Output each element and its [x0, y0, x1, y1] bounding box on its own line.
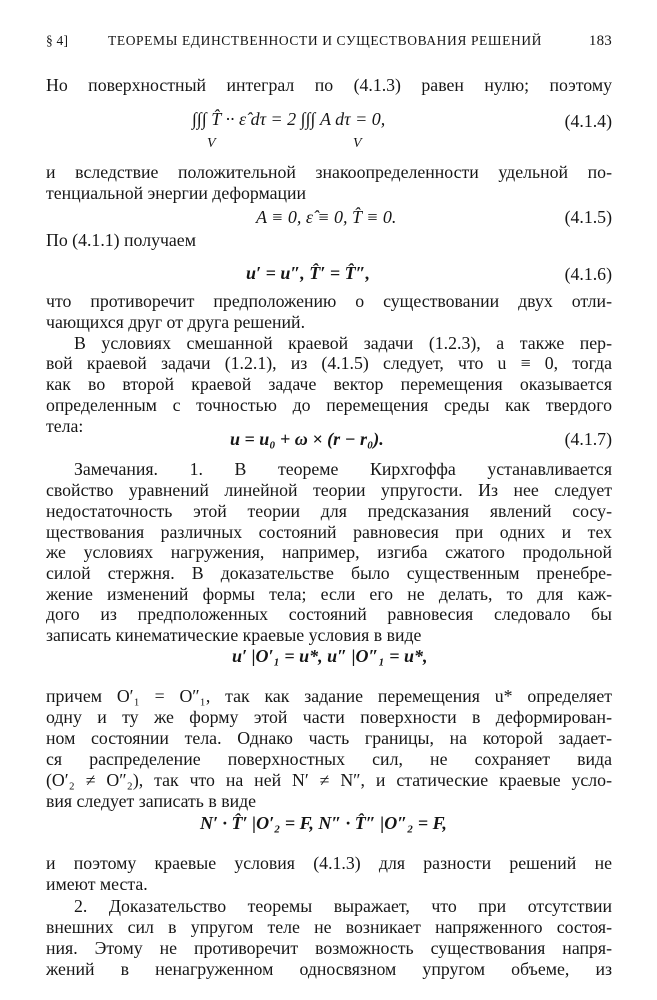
text-line: свойство уравнений линейной теории упругости. Из нее следует	[46, 480, 612, 500]
text-line: По (4.1.1) получаем	[46, 230, 196, 250]
running-title: ТЕОРЕМЫ ЕДИНСТВЕННОСТИ И СУЩЕСТВОВАНИЯ РЕШЕНИЙ	[108, 33, 543, 48]
page-number: 183	[588, 33, 612, 49]
kinematic-boundary-conditions: u′ |O′₁ = u*, u″ |O″₁ = u*,	[232, 646, 428, 666]
static-boundary-conditions: N′ · T̂′ |O′₂ = F, N″ · T̂″ |O″₂ = F,	[200, 813, 447, 833]
equation-number: (4.1.5)	[564, 207, 612, 227]
text-line: жений в ненагруженном односвязном упругом объеме, из	[46, 959, 612, 979]
text-line: силой стержня. В доказательстве было существенным пренебре-	[46, 563, 612, 583]
text-line: определенным с точностью до перемещения среды как твердого	[46, 395, 612, 415]
text-line: же условиях нагружения, например, изгиба сжатого продольной	[46, 542, 612, 562]
text-line: записать кинематические краевые условия в виде	[46, 625, 422, 645]
text-line: что противоречит предположению о существовании двух отли-	[46, 291, 612, 311]
text-line: (O′₂ ≠ O″₂), так что на ней N′ ≠ N″, и статические краевые усло-	[46, 770, 612, 790]
text-line: Но поверхностный интеграл по (4.1.3) равен нулю; поэтому	[46, 75, 612, 95]
text-line: чающихся друг от друга решений.	[46, 312, 306, 332]
text-line: жение изменений формы тела; если его не делать, то для каж-	[46, 584, 612, 604]
text-line: 2. Доказательство теоремы выражает, что при отсутствии	[74, 896, 612, 916]
equation-body: ∫∫∫ T̂ ·· ε̂ dτ = 2 ∫∫∫ A dτ = 0,	[192, 109, 386, 129]
text-line: имеют места.	[46, 874, 148, 894]
section-number: § 4]	[46, 33, 69, 48]
text-line: вия следует записать в виде	[46, 791, 257, 811]
text-line: и вследствие положительной знакоопределенности удельной по-	[46, 162, 612, 182]
text-line: тела:	[46, 416, 84, 436]
text-line: ния. Этому не противоречит возможность существования напря-	[46, 938, 612, 958]
equation-4-1-5: A ≡ 0, ε̂ ≡ 0, T̂ ≡ 0.	[256, 207, 397, 227]
integration-domain: V	[353, 136, 362, 151]
equation-number: (4.1.7)	[564, 429, 612, 449]
equation-number: (4.1.6)	[564, 264, 612, 284]
text-line: Замечания. 1. В теореме Кирхгоффа устанавливается	[74, 459, 612, 479]
text-line: тенциальной энергии деформации	[46, 183, 307, 203]
text-line: вой краевой задачи (1.2.1), из (4.1.5) следует, что u ≡ 0, тогда	[46, 353, 612, 373]
text-line: и поэтому краевые условия (4.1.3) для разности решений не	[46, 853, 612, 873]
text-line: как во второй краевой задаче вектор перемещения оказывается	[46, 374, 612, 394]
text-line: внешних сил в упругом теле не возникает напряженного состоя-	[46, 917, 612, 937]
text-line: ся распределение поверхностных сил, не сохраняет вида	[46, 749, 612, 769]
text-line: недостаточность этой теории для предсказания явлений сосу-	[46, 501, 612, 521]
equation-4-1-7: u = u₀ + ω × (r − r₀).	[230, 429, 384, 449]
text-line: одну и ту же форму этой части поверхности в деформирован-	[46, 707, 612, 727]
text-line: дого из предположенных состояний равновесия следовало бы	[46, 604, 612, 624]
text-line: ном состоянии тела. Однако часть границы, на которой задает-	[46, 728, 612, 748]
equation-4-1-6: u′ = u″, T̂′ = T̂″,	[246, 263, 371, 283]
equation-4-1-4	[192, 108, 385, 130]
integration-domain: V	[207, 136, 216, 151]
text-line: В условиях смешанной краевой задачи (1.2.3), а также пер-	[74, 333, 612, 353]
text-line: причем O′₁ = O″₁, так как задание перемещения u* определяет	[46, 686, 612, 706]
text-line: ществования различных состояний равновесия при одних и тех	[46, 522, 612, 542]
equation-number: (4.1.4)	[564, 111, 612, 131]
running-header	[46, 33, 612, 57]
